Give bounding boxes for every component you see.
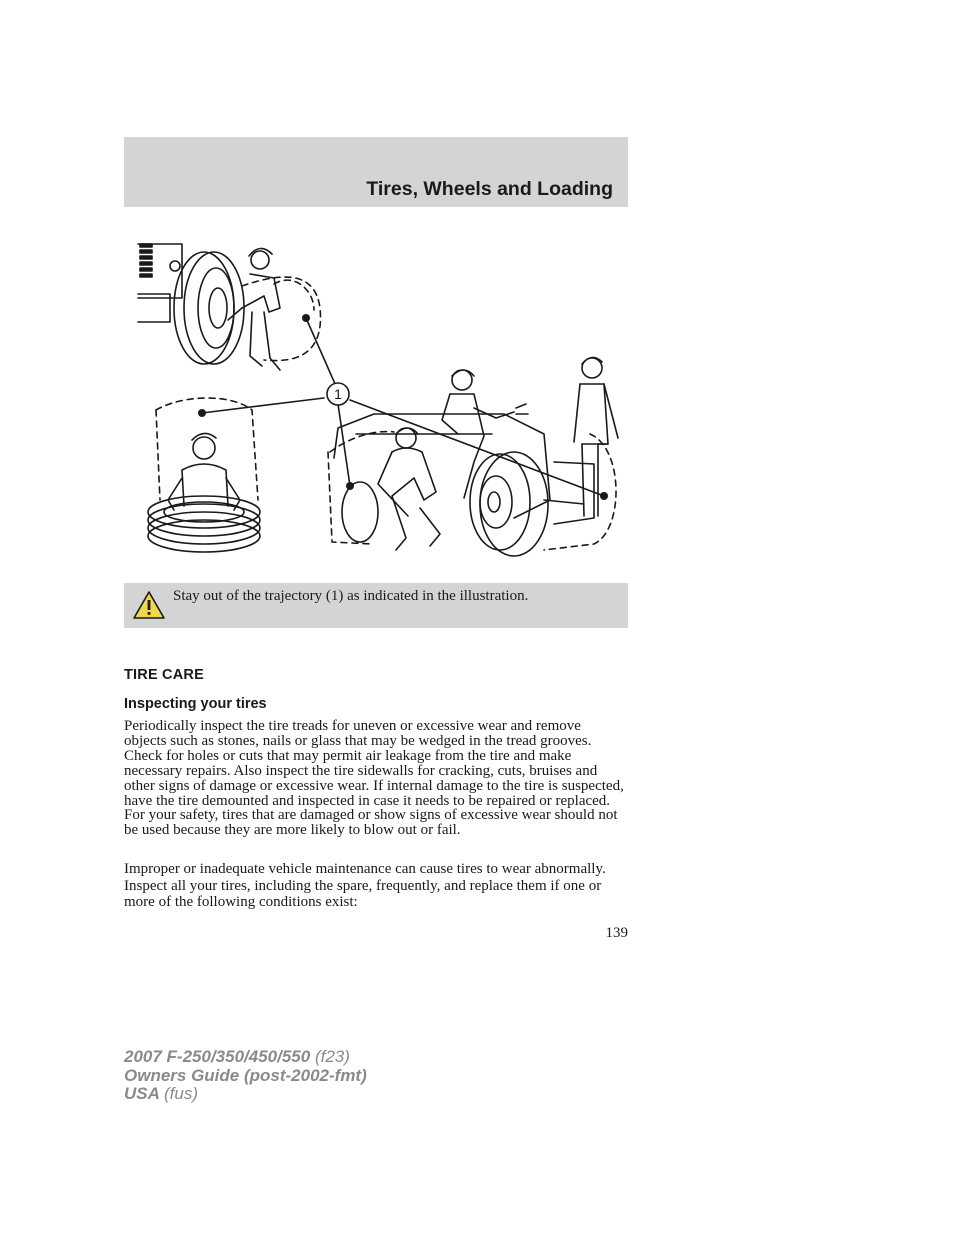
- truck-scene: [334, 357, 618, 556]
- document-footer: [124, 1048, 367, 1104]
- trajectory-callout-lines: [202, 318, 604, 496]
- tire-care-heading: TIRE CARE: [124, 667, 204, 683]
- tire-trajectory-illustration: [124, 238, 628, 568]
- footer-guide-line: Owners Guide (post-2002-fmt): [124, 1065, 367, 1085]
- section-header-band: [124, 137, 628, 207]
- page-number: 139: [605, 925, 628, 941]
- footer-region: USA: [124, 1084, 160, 1103]
- footer-model: 2007 F-250/350/450/550: [124, 1047, 311, 1066]
- trajectory-callout-marker: [327, 383, 349, 405]
- footer-model-code: (f23): [314, 1047, 350, 1066]
- footer-region-code: (fus): [164, 1084, 198, 1103]
- stacked-tires-scene: [148, 433, 260, 552]
- mounted-wheel-scene: [138, 244, 280, 370]
- callout-label: 1: [334, 386, 342, 402]
- body-paragraph: Improper or inadequate vehicle maintenance can cause tires to wear abnormally. Inspect all your tires, including the spare, frequently, and replace them if one or more of the following conditions exist:: [124, 861, 606, 910]
- warning-text: Stay out of the trajectory (1) as indicated in the illustration.: [173, 588, 529, 604]
- body-paragraph: Periodically inspect the tire treads for uneven or excessive wear and remove objects such as stones, nails or glass that may be wedged in the tread grooves. Check for holes or cuts that may permit air leakage from the tire and make necessary repairs. Also inspect the tire sidewalls for cracking, cuts, bruises and other signs of damage or excessive wear. If internal damage to the tire is suspected, have the tire demounted and inspected in case it needs to be repaired or replaced. For your safety, tires that are damaged or show signs of excessive wear should not be used because they are more likely to blow out or fail.: [124, 718, 624, 839]
- inspecting-tires-subheading: Inspecting your tires: [124, 696, 267, 712]
- warning-triangle-icon: [132, 590, 166, 620]
- footer-model-line: [124, 1048, 367, 1067]
- footer-region-line: [124, 1085, 367, 1104]
- section-title: Tires, Wheels and Loading: [366, 178, 613, 200]
- warning-box: [124, 583, 628, 628]
